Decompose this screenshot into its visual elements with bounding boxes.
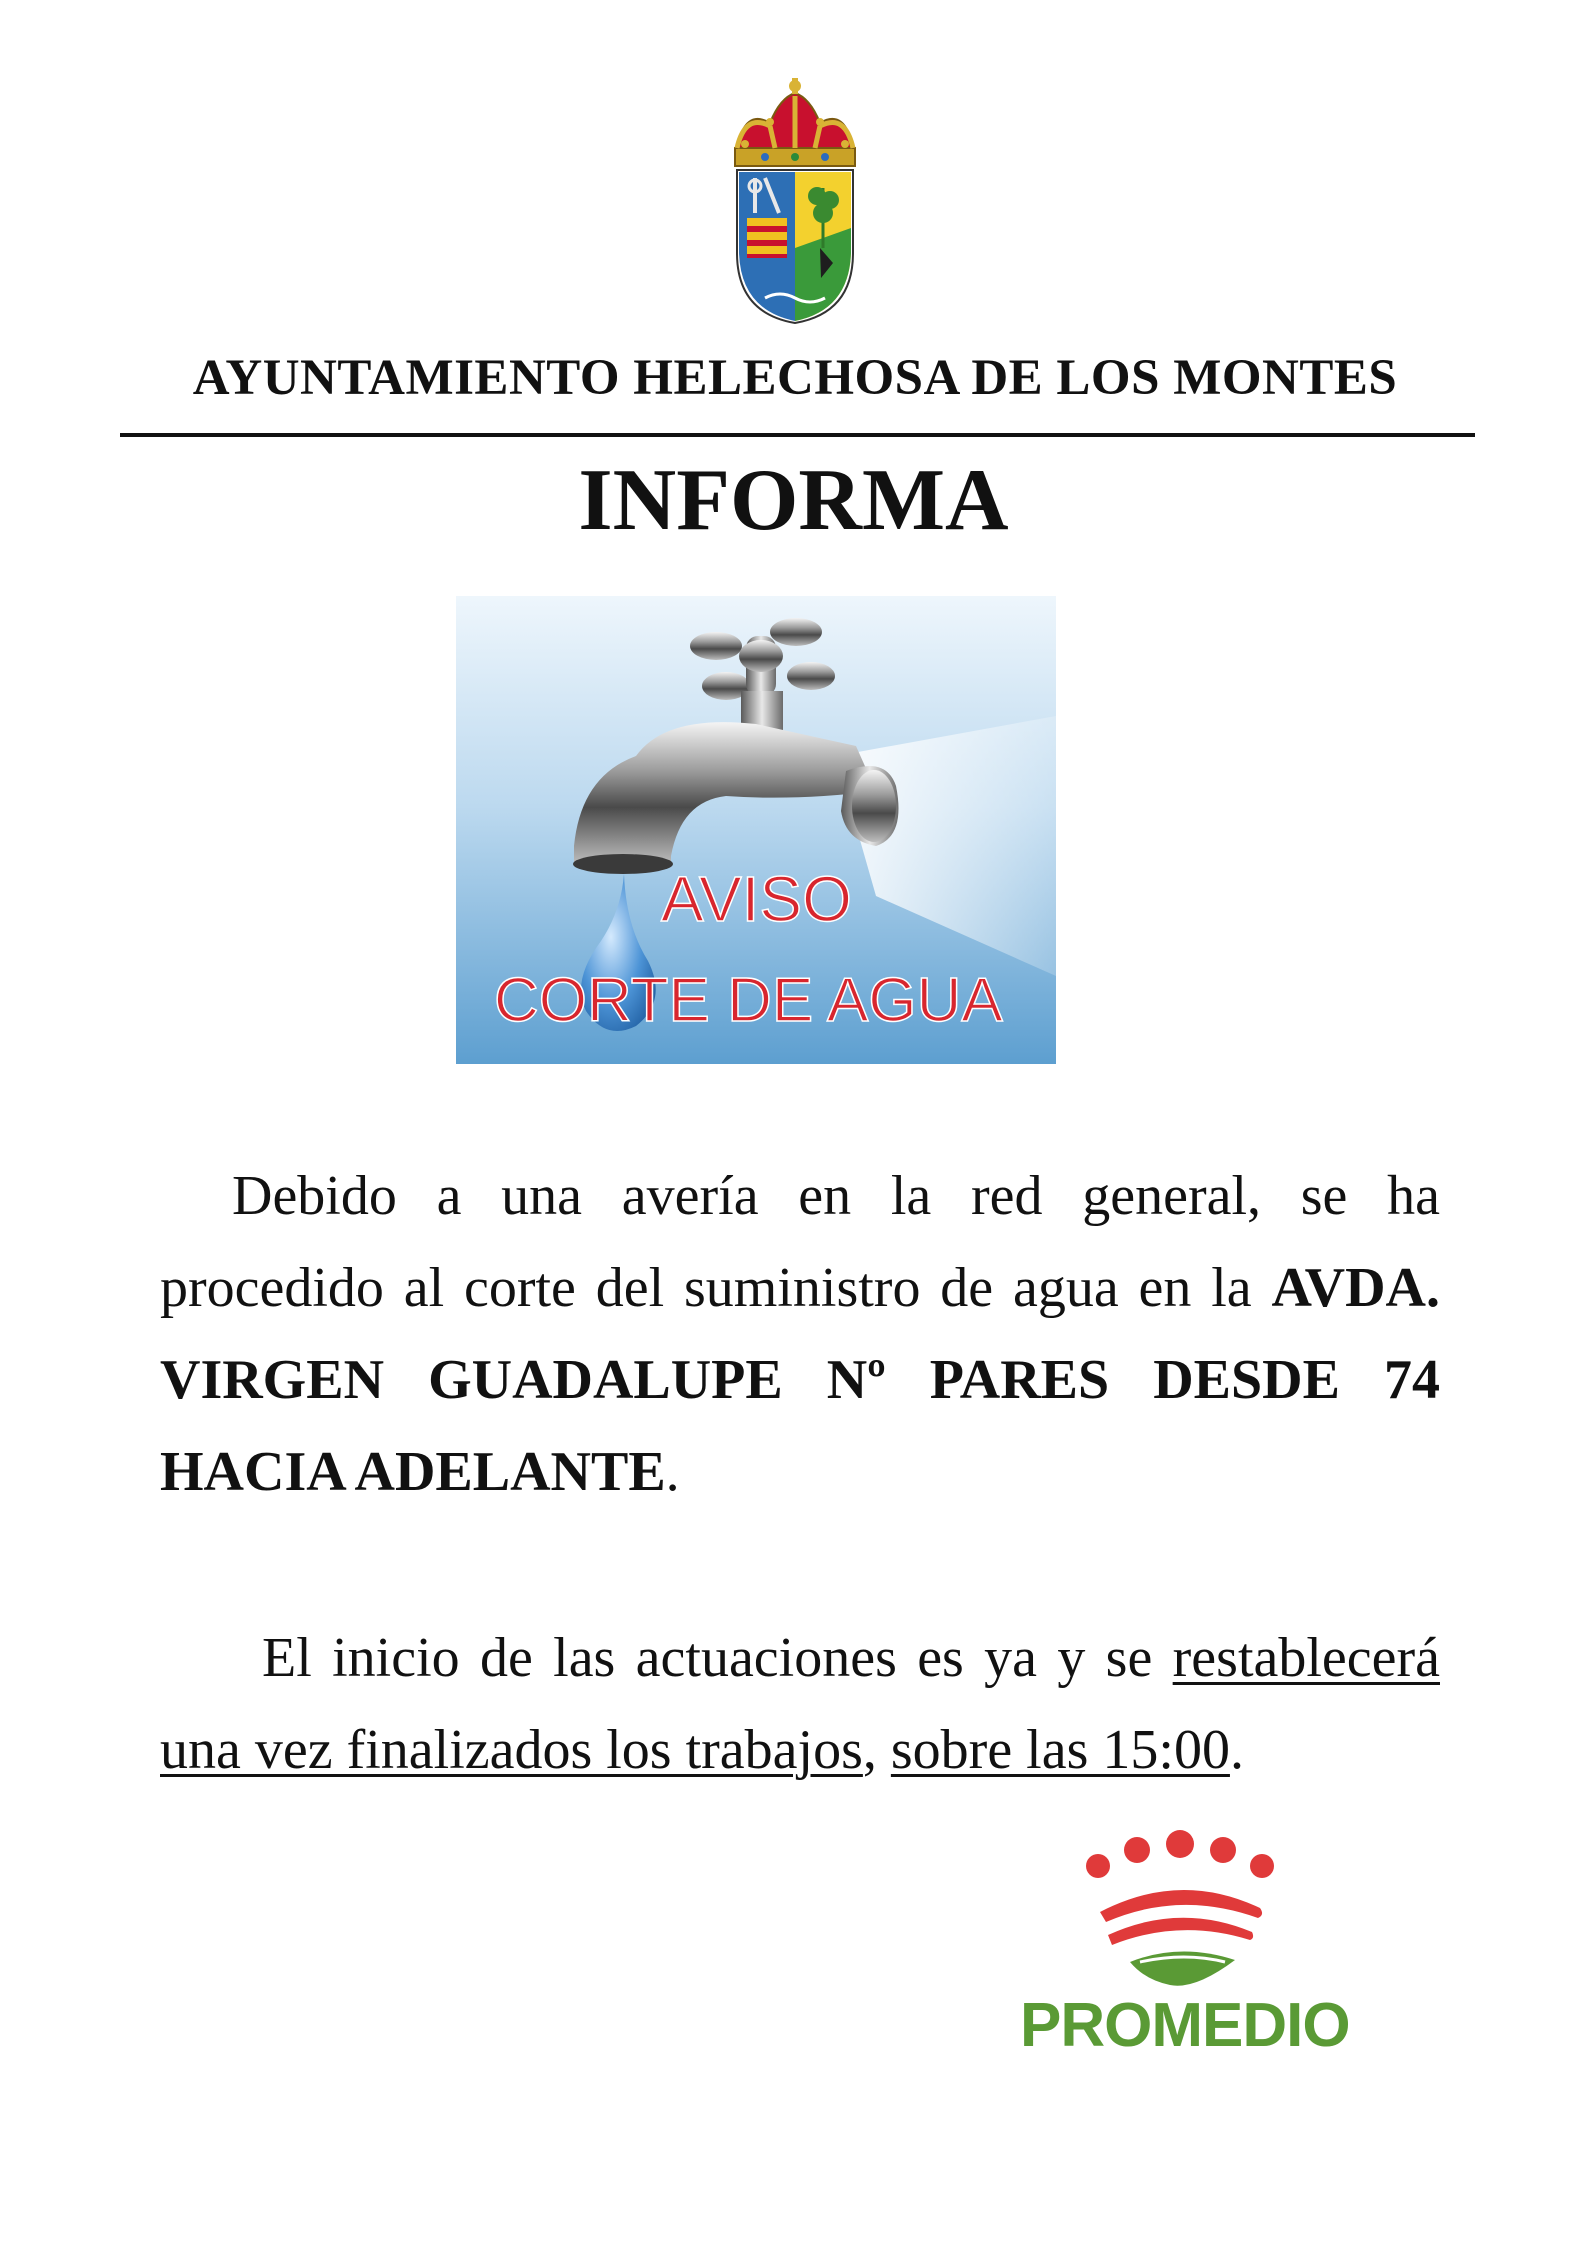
p2-mid: , [862,1719,891,1781]
organization-title: AYUNTAMIENTO HELECHOSA DE LOS MONTES [192,350,1398,406]
shield-icon [737,170,853,323]
notice-paragraph-1 [160,1150,1440,1518]
restore-time: sobre las 15:00 [890,1719,1230,1781]
affected-address: AVDA. VIRGEN GUADALUPE Nº PARES DESDE 74 HACIA ADELANTE [160,1257,1440,1503]
promedio-emblem-icon [1086,1830,1274,1986]
header-divider [120,433,1475,437]
promedio-wordmark: PROMEDIO [1020,1991,1350,2060]
notice-line1: AVISO [661,863,852,935]
crown-icon [735,78,855,166]
coat-of-arms-logo [725,78,865,328]
p1-text: Debido a una avería en la red general, se ha procedido al corte del suministro de agua en la [160,1165,1440,1319]
water-cut-notice-image [456,596,1056,1064]
p2-text: El inicio de las actuaciones es ya y se [262,1627,1173,1689]
restore-condition: restablecerá una vez finalizados los trabajos [160,1627,1440,1781]
p2-end: . [1229,1719,1244,1781]
notice-paragraph-2 [160,1612,1440,1796]
p1-end: . [665,1441,680,1503]
notice-line2: CORTE DE AGUA [494,966,1003,1035]
page-title: INFORMA [578,452,1009,549]
